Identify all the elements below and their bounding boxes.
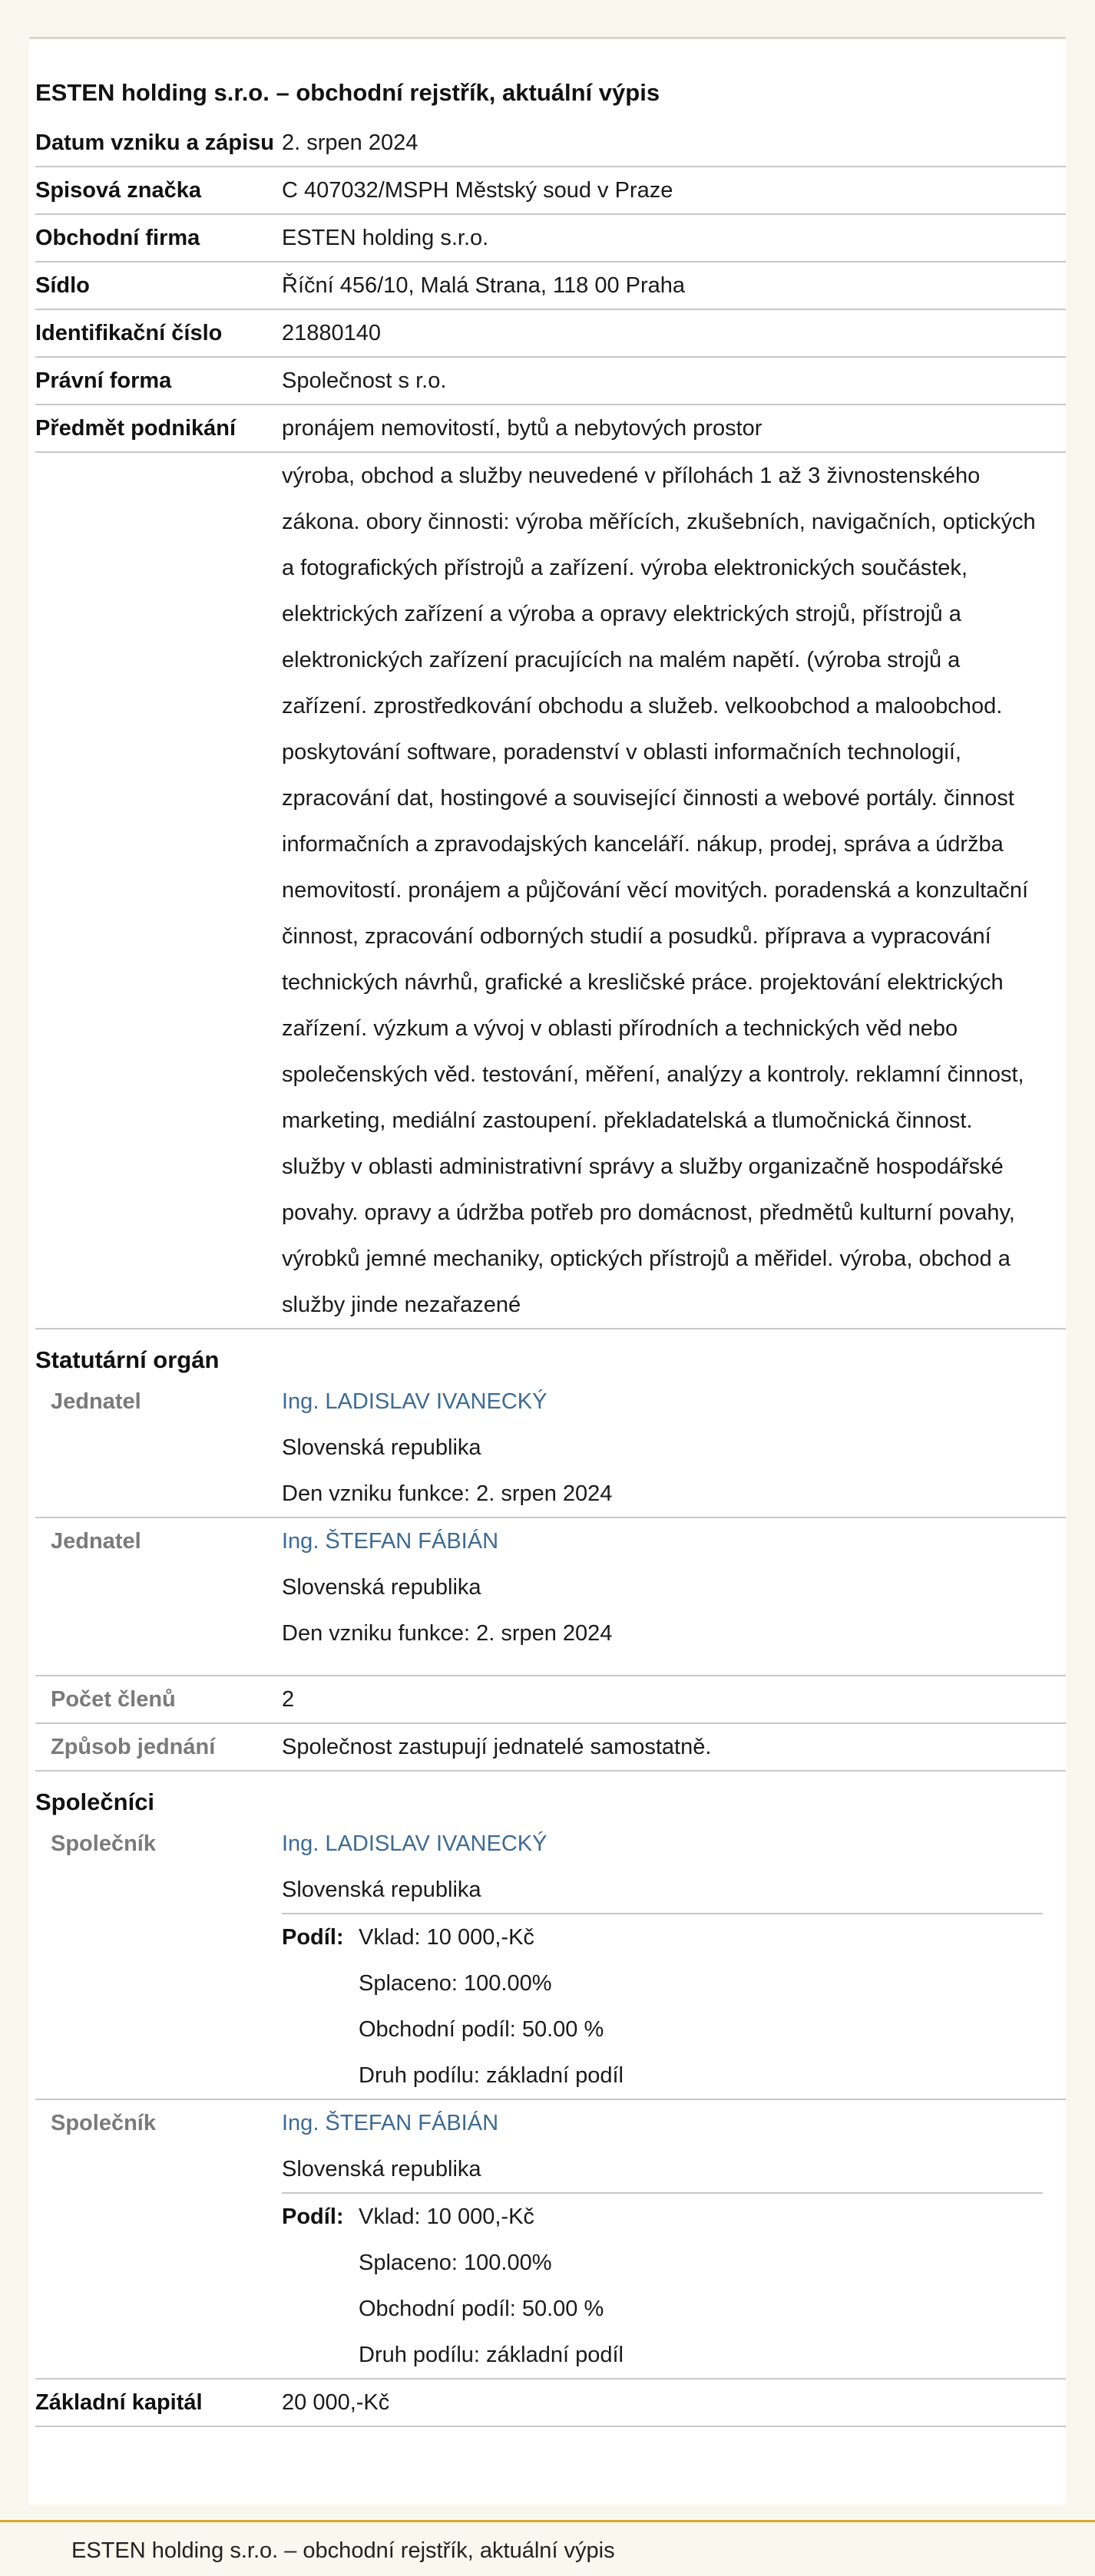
person-country: Slovenská republika [282, 1575, 481, 1600]
row-value: C 407032/MSPH Městský soud v Praze [282, 178, 673, 203]
row-sidlo [35, 263, 1066, 310]
predmet-line: činnost, zpracování odborných studií a posudků. příprava a vypracování [282, 924, 991, 949]
row-predmet-podnikani-2 [35, 453, 1066, 1329]
predmet-line: povahy. opravy a údržba potřeb pro domácnost, předmětů kulturní povahy, [282, 1200, 1015, 1225]
share-druh: Druh podílu: základní podíl [359, 2063, 624, 2088]
row-ico [35, 310, 1066, 358]
predmet-line: zákona. obory činnosti: výroba měřících, zkušebních, navigačních, optických [282, 510, 1036, 534]
row-value: 2 [282, 1687, 295, 1712]
register-extract [29, 39, 1066, 2505]
share-block [282, 2192, 1043, 2378]
row-label: Základní kapitál [35, 2390, 203, 2415]
predmet-line: elektrických zařízení a výroba a opravy elektrických strojů, přístrojů a [282, 602, 961, 626]
row-value: Společnost s r.o. [282, 368, 447, 393]
row-value: Společnost zastupují jednatelé samostatně. [282, 1735, 712, 1759]
share-splaceno: Splaceno: 100.00% [359, 2251, 552, 2275]
extract-table [35, 120, 1066, 2427]
footer-divider [0, 2520, 1095, 2522]
row-label: Předmět podnikání [35, 416, 237, 441]
predmet-line: zařízení. výzkum a vývoj v oblasti přírodních a technických věd nebo [282, 1016, 958, 1041]
role-label: Společník [51, 1831, 156, 1856]
row-pravni-forma [35, 358, 1066, 405]
footer-title: ESTEN holding s.r.o. – obchodní rejstřík, aktuální výpis [71, 2538, 615, 2563]
row-label: Způsob jednání [51, 1735, 216, 1759]
predmet-line: zpracování dat, hostingové a související činnosti a webové portály. činnost [282, 786, 1014, 811]
share-druh: Druh podílu: základní podíl [359, 2343, 624, 2367]
predmet-line: poskytování software, poradenství v oblasti informačních technologií, [282, 740, 961, 765]
share-obchodni-podil: Obchodní podíl: 50.00 % [359, 2297, 604, 2321]
person-name-link[interactable]: Ing. ŠTEFAN FÁBIÁN [282, 1529, 499, 1554]
row-datum-vzniku [35, 120, 1066, 167]
row-label: Identifikační číslo [35, 321, 223, 345]
row-label: Právní forma [35, 368, 172, 393]
row-value: 20 000,-Kč [282, 2390, 390, 2415]
predmet-line: elektronických zařízení pracujících na malém napětí. (výroba strojů a [282, 648, 961, 672]
share-label: Podíl: [282, 2204, 344, 2229]
role-label: Společník [51, 2111, 156, 2135]
row-label: Datum vzniku a zápisu [35, 130, 275, 155]
role-label: Jednatel [51, 1529, 141, 1554]
row-label: Spisová značka [35, 178, 201, 203]
person-country: Slovenská republika [282, 2157, 481, 2181]
row-value: Říční 456/10, Malá Strana, 118 00 Praha [282, 273, 686, 298]
row-jednatel [35, 1518, 1066, 1676]
predmet-line: služby v oblasti administrativní správy a služby organizačně hospodářské [282, 1154, 1004, 1179]
predmet-line: služby jinde nezařazené [282, 1293, 521, 1317]
predmet-line: výroba, obchod a služby neuvedené v přílohách 1 až 3 živnostenského [282, 464, 981, 488]
person-since: Den vzniku funkce: 2. srpen 2024 [282, 1481, 613, 1506]
row-spolecnik [35, 1821, 1066, 2100]
section-statutarni-organ: Statutární orgán [35, 1346, 220, 1373]
person-name-link[interactable]: Ing. ŠTEFAN FÁBIÁN [282, 2111, 499, 2135]
row-zakladni-kapital [35, 2379, 1066, 2427]
share-vklad: Vklad: 10 000,-Kč [359, 1925, 534, 1950]
row-label: Sídlo [35, 273, 90, 298]
predmet-line: a fotografických přístrojů a zařízení. výroba elektronických součástek, [282, 556, 968, 580]
predmet-line: informačních a zpravodajských kanceláří. nákup, prodej, správa a údržba [282, 832, 1004, 857]
predmet-line: nemovitostí. pronájem a půjčování věcí movitých. poradenská a konzultační [282, 878, 1029, 903]
share-splaceno: Splaceno: 100.00% [359, 1971, 552, 1996]
share-obchodni-podil: Obchodní podíl: 50.00 % [359, 2017, 604, 2042]
row-zpusob-jednani [35, 1724, 1066, 1772]
row-value: pronájem nemovitostí, bytů a nebytových prostor [282, 416, 763, 441]
row-pocet-clenu [35, 1676, 1066, 1724]
person-name-link[interactable]: Ing. LADISLAV IVANECKÝ [282, 1389, 548, 1414]
row-obchodni-firma [35, 215, 1066, 263]
person-since: Den vzniku funkce: 2. srpen 2024 [282, 1621, 613, 1646]
predmet-text [282, 453, 1066, 1328]
row-label: Počet členů [51, 1687, 176, 1712]
predmet-line: technických návrhů, grafické a kresličské práce. projektování elektrických [282, 970, 1004, 995]
row-value: 2. srpen 2024 [282, 130, 418, 155]
predmet-line: marketing, mediální zastoupení. překladatelská a tlumočnická činnost. [282, 1108, 973, 1133]
row-spolecnik [35, 2100, 1066, 2379]
predmet-line: výrobků jemné mechaniky, optických přístrojů a měřidel. výroba, obchod a [282, 1247, 1011, 1271]
share-vklad: Vklad: 10 000,-Kč [359, 2204, 534, 2229]
role-label: Jednatel [51, 1389, 141, 1414]
row-jednatel [35, 1379, 1066, 1518]
row-spisova-znacka [35, 167, 1066, 215]
person-country: Slovenská republika [282, 1435, 481, 1460]
row-label: Obchodní firma [35, 226, 200, 250]
row-value: ESTEN holding s.r.o. [282, 226, 489, 250]
row-label-empty [35, 453, 282, 1328]
share-label: Podíl: [282, 1925, 344, 1950]
share-block [282, 1913, 1043, 2099]
row-predmet-podnikani [35, 405, 1066, 453]
section-spolecnici: Společníci [35, 1788, 155, 1815]
predmet-line: zařízení. zprostředkování obchodu a služeb. velkoobchod a maloobchod. [282, 694, 1003, 718]
person-name-link[interactable]: Ing. LADISLAV IVANECKÝ [282, 1831, 548, 1856]
predmet-line: společenských věd. testování, měření, analýzy a kontroly. reklamní činnost, [282, 1062, 1024, 1087]
person-country: Slovenská republika [282, 1878, 481, 1902]
page-title: ESTEN holding s.r.o. – obchodní rejstřík, aktuální výpis [35, 79, 660, 106]
row-value: 21880140 [282, 321, 382, 345]
